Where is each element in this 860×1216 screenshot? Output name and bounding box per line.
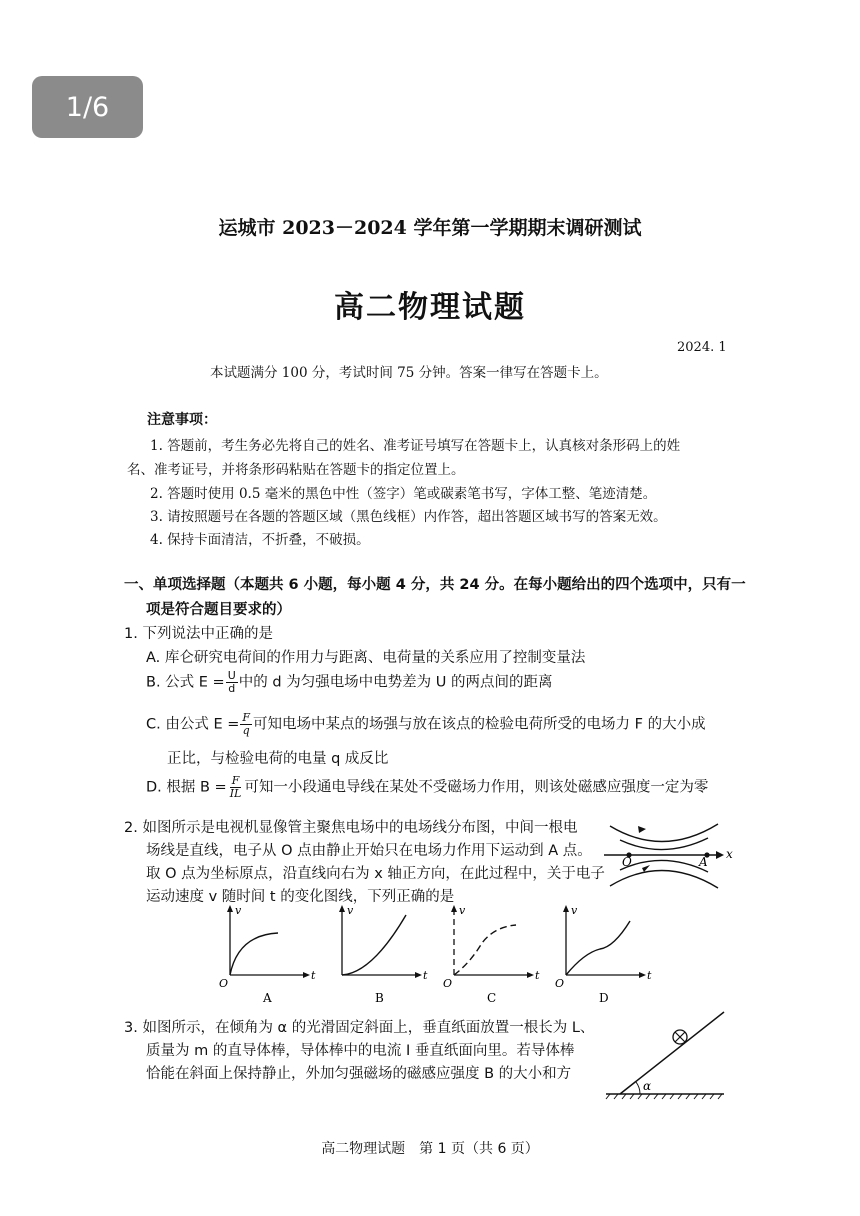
- arrow-icon: [638, 826, 646, 833]
- q1-option-c-prefix: C. 由公式 E =: [146, 716, 240, 733]
- curve-c: [454, 925, 516, 975]
- q2-line-1: 2. 如图所示是电视机显像管主聚焦电场中的电场线分布图，中间一根电: [124, 820, 578, 836]
- fraction-numerator: F: [231, 774, 240, 787]
- fraction-denominator: d: [228, 682, 236, 695]
- option-label-a: A: [263, 991, 272, 1005]
- option-label-c: C: [487, 991, 497, 1005]
- label-origin: O: [219, 977, 229, 990]
- q1-option-d-prefix: D. 根据 B =: [146, 779, 227, 796]
- exam-subtitle: 高二物理试题: [334, 290, 526, 325]
- notes-heading: 注意事项：: [147, 412, 217, 428]
- angle-arc: [636, 1082, 640, 1094]
- field-label-a: A: [699, 855, 708, 869]
- q2-vt-graphs: [214, 903, 674, 1009]
- option-label-d: D: [599, 991, 609, 1005]
- label-t: t: [647, 969, 652, 982]
- option-label-b: B: [375, 991, 384, 1005]
- graph-b: [339, 904, 428, 1005]
- q1-option-a: A. 库仑研究电荷间的作用力与距离、电荷量的关系应用了控制变量法: [146, 650, 586, 666]
- axis-arrow-icon: [716, 851, 724, 859]
- angle-label: α: [643, 1079, 652, 1093]
- field-line-lower-outer: [610, 870, 718, 888]
- section-1-heading-line-1: 一、单项选择题（本题共 6 小题，每小题 4 分，共 24 分。在每小题给出的四个选项中，只有一: [124, 577, 746, 593]
- note-item-1-line-2: 名、准考证号，并将条形码粘贴在答题卡的指定位置上。: [127, 462, 465, 478]
- arrow-icon: [639, 972, 646, 978]
- q3-line-2: 质量为 m 的直导体棒，导体棒中的电流 I 垂直纸面向里。若导体棒: [146, 1043, 575, 1059]
- note-item-2: 2. 答题时使用 0.5 毫米的黑色中性（签字）笔或碳素笔书写，字体工整、笔迹清楚。: [150, 486, 657, 502]
- field-line-upper-outer: [610, 824, 718, 842]
- q2-line-3: 取 O 点为坐标原点，沿直线向右为 x 轴正方向，在此过程中，关于电子: [146, 866, 605, 882]
- fraction-numerator: F: [242, 711, 251, 724]
- q2-line-4: 运动速度 v 随时间 t 的变化图线，下列正确的是: [146, 889, 455, 905]
- curve-a: [230, 933, 278, 975]
- q3-line-1: 3. 如图所示，在倾角为 α 的光滑固定斜面上，垂直纸面放置一根长为 L、: [124, 1020, 595, 1036]
- q1-option-b-prefix: B. 公式 E =: [146, 674, 225, 691]
- note-item-1-line-1: 1. 答题前，考生务必先将自己的姓名、准考证号填写在答题卡上，认真核对条形码上的姓: [150, 438, 681, 454]
- q1-option-b-text: 中的 d 为匀强电场中电势差为 U 的两点间的距离: [238, 674, 553, 691]
- arrow-icon: [527, 972, 534, 978]
- q2-line-2: 场线是直线，电子从 O 点由静止开始只在电场力作用下运动到 A 点。: [146, 843, 592, 859]
- q1-option-c-text: 可知电场中某点的场强与放在该点的检验电荷所受的电场力 F 的大小成: [253, 716, 706, 733]
- curve-d: [566, 921, 630, 975]
- q3-line-3: 恰能在斜面上保持静止，外加匀强磁场的磁感应强度 B 的大小和方: [146, 1066, 572, 1082]
- q1-option-c: [146, 712, 706, 737]
- arrow-icon: [451, 905, 457, 912]
- arrow-icon: [303, 972, 310, 978]
- exam-date: 2024. 1: [677, 340, 727, 355]
- note-item-3: 3. 请按照题号在各题的答题区域（黑色线框）内作答，超出答题区域书写的答案无效。: [150, 509, 667, 525]
- label-t: t: [535, 969, 540, 982]
- arrow-icon: [415, 972, 422, 978]
- label-v: v: [235, 904, 242, 917]
- fraction-denominator: q: [242, 724, 250, 737]
- field-line-upper-inner: [620, 838, 708, 850]
- field-label-o: O: [622, 855, 632, 869]
- exam-intro: 本试题满分 100 分，考试时间 75 分钟。答案一律写在答题卡上。: [210, 365, 608, 381]
- page-indicator-badge: 1/6: [32, 76, 143, 138]
- label-origin: O: [555, 977, 565, 990]
- label-v: v: [571, 904, 578, 917]
- incline-line: [620, 1012, 724, 1094]
- q1-stem: 1. 下列说法中正确的是: [124, 626, 273, 642]
- curve-b: [342, 915, 406, 975]
- field-label-x: x: [726, 847, 733, 861]
- label-origin: O: [443, 977, 453, 990]
- page-footer: 高二物理试题 第 1 页（共 6 页）: [321, 1141, 539, 1157]
- arrow-icon: [563, 905, 569, 912]
- q1-option-b: [146, 670, 553, 695]
- q1-option-c-fraction: [240, 712, 252, 737]
- q1-option-b-fraction: [226, 670, 238, 695]
- label-v: v: [347, 904, 354, 917]
- q1-option-c-line-2: 正比，与检验电荷的电量 q 成反比: [167, 751, 389, 767]
- fraction-denominator: IL: [229, 787, 242, 800]
- q1-option-d: [146, 775, 708, 800]
- graph-c: [443, 904, 540, 1005]
- graph-d: [555, 904, 652, 1005]
- exam-title: 运城市 2023－2024 学年第一学期期末调研测试: [218, 217, 642, 239]
- note-item-4: 4. 保持卡面清洁，不折叠，不破损。: [150, 532, 370, 548]
- q3-incline-figure: [600, 1008, 730, 1104]
- label-t: t: [311, 969, 316, 982]
- arrow-icon: [227, 905, 233, 912]
- label-v: v: [459, 904, 466, 917]
- arrow-icon: [339, 905, 345, 912]
- q1-option-d-text: 可知一小段通电导线在某处不受磁场力作用，则该处磁感应强度一定为零: [244, 779, 709, 796]
- q2-field-lines-figure: [598, 808, 738, 892]
- graph-a: [219, 904, 316, 1005]
- label-t: t: [423, 969, 428, 982]
- section-1-heading-line-2: 项是符合题目要求的）: [146, 602, 291, 618]
- fraction-numerator: U: [227, 669, 236, 682]
- q1-option-d-fraction: [228, 775, 244, 800]
